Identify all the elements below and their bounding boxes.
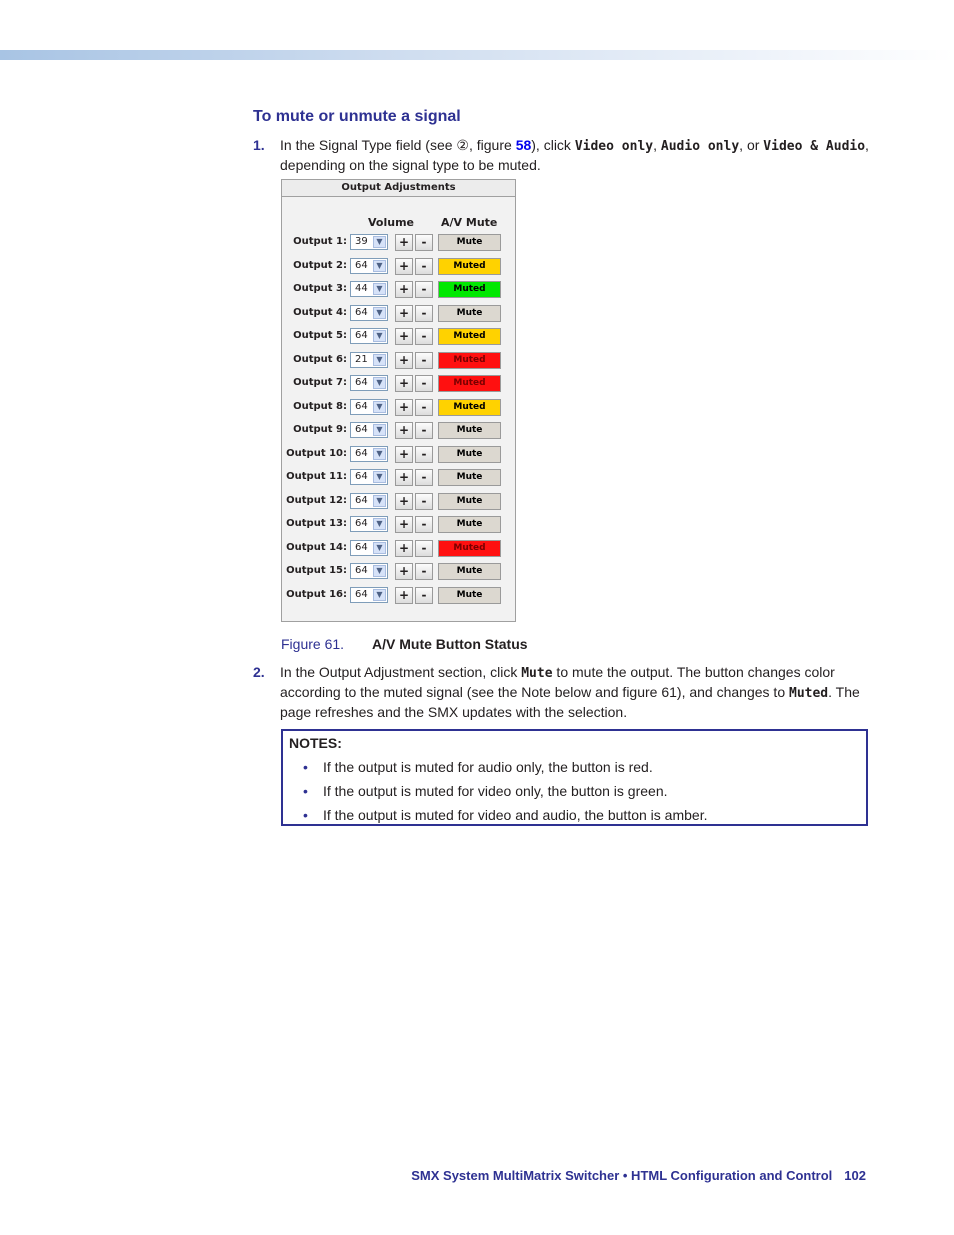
chevron-down-icon[interactable]: ▼ bbox=[373, 542, 386, 554]
av-mute-button[interactable]: Mute bbox=[438, 516, 501, 533]
volume-down-button[interactable]: - bbox=[415, 234, 433, 251]
volume-select[interactable] bbox=[350, 587, 388, 603]
step-number: 2. bbox=[253, 664, 265, 680]
volume-select[interactable] bbox=[350, 352, 388, 368]
volume-down-button[interactable]: - bbox=[415, 540, 433, 557]
volume-down-button[interactable]: - bbox=[415, 281, 433, 298]
volume-value: 64 bbox=[355, 565, 368, 576]
av-mute-button[interactable]: Muted bbox=[438, 352, 501, 369]
volume-value: 64 bbox=[355, 306, 368, 318]
bullet-icon: • bbox=[303, 783, 308, 799]
volume-down-button[interactable]: - bbox=[415, 587, 433, 604]
output-adjustments-panel bbox=[281, 179, 516, 622]
av-mute-button[interactable]: Mute bbox=[438, 563, 501, 580]
volume-select[interactable] bbox=[350, 375, 388, 391]
volume-down-button[interactable]: - bbox=[415, 563, 433, 580]
volume-up-button[interactable]: + bbox=[395, 469, 413, 486]
volume-value: 64 bbox=[355, 259, 368, 271]
av-mute-button[interactable]: Mute bbox=[438, 469, 501, 486]
volume-value: 64 bbox=[355, 377, 368, 388]
output-label: Output 1: bbox=[293, 236, 347, 247]
chevron-down-icon[interactable]: ▼ bbox=[373, 260, 386, 272]
av-mute-button[interactable]: Mute bbox=[438, 422, 501, 439]
output-label: Output 9: bbox=[293, 424, 347, 435]
output-label: Output 2: bbox=[293, 259, 347, 271]
chevron-down-icon[interactable]: ▼ bbox=[373, 424, 386, 436]
header-bar bbox=[0, 50, 954, 60]
chevron-down-icon[interactable]: ▼ bbox=[373, 589, 386, 601]
volume-up-button[interactable]: + bbox=[395, 328, 413, 345]
chevron-down-icon[interactable]: ▼ bbox=[373, 236, 386, 248]
output-row bbox=[282, 468, 515, 488]
volume-header: Volume bbox=[368, 216, 414, 229]
output-row bbox=[282, 445, 515, 465]
step-text: In the Signal Type field (see ②, figure 58), click Video only, Audio only, or Video & Audio, depending on the signal type to be muted. bbox=[280, 137, 869, 173]
circled-number: ② bbox=[456, 137, 469, 153]
page-number: 102 bbox=[844, 1168, 866, 1183]
volume-select[interactable] bbox=[350, 258, 388, 274]
volume-down-button[interactable]: - bbox=[415, 422, 433, 439]
volume-up-button[interactable]: + bbox=[395, 281, 413, 298]
volume-value: 64 bbox=[355, 471, 368, 482]
bullet-icon: • bbox=[303, 807, 308, 823]
panel-title: Output Adjustments bbox=[282, 180, 515, 197]
output-label: Output 16: bbox=[286, 588, 347, 600]
output-row bbox=[282, 515, 515, 535]
output-label: Output 13: bbox=[286, 518, 347, 529]
volume-up-button[interactable]: + bbox=[395, 399, 413, 416]
volume-down-button[interactable]: - bbox=[415, 375, 433, 392]
option-audio-only: Audio only bbox=[660, 139, 740, 154]
volume-value: 64 bbox=[355, 518, 368, 529]
output-row bbox=[282, 421, 515, 441]
output-row bbox=[282, 327, 515, 347]
volume-down-button[interactable]: - bbox=[415, 328, 433, 345]
output-label: Output 5: bbox=[293, 330, 347, 341]
volume-up-button[interactable]: + bbox=[395, 493, 413, 510]
av-mute-button[interactable]: Muted bbox=[438, 399, 501, 416]
volume-value: 44 bbox=[355, 283, 368, 294]
av-mute-button[interactable]: Muted bbox=[438, 328, 501, 345]
volume-select[interactable] bbox=[350, 234, 388, 250]
output-label: Output 11: bbox=[286, 471, 347, 482]
notes-heading: NOTES: bbox=[289, 735, 342, 751]
volume-down-button[interactable]: - bbox=[415, 352, 433, 369]
chevron-down-icon[interactable]: ▼ bbox=[373, 354, 386, 366]
volume-value: 64 bbox=[355, 541, 368, 553]
volume-up-button[interactable]: + bbox=[395, 563, 413, 580]
volume-select[interactable] bbox=[350, 281, 388, 297]
av-mute-button[interactable]: Muted bbox=[438, 375, 501, 392]
output-label: Output 8: bbox=[293, 400, 347, 412]
av-mute-button[interactable]: Muted bbox=[438, 281, 501, 298]
av-mute-button[interactable]: Mute bbox=[438, 234, 501, 251]
option-video-audio: Video & Audio bbox=[763, 139, 866, 154]
volume-value: 64 bbox=[355, 588, 368, 600]
step-number: 1. bbox=[253, 137, 265, 153]
output-label: Output 4: bbox=[293, 306, 347, 318]
note-item: If the output is muted for video and audio, the button is amber. bbox=[323, 807, 708, 823]
figure-title: A/V Mute Button Status bbox=[372, 636, 528, 652]
volume-up-button[interactable]: + bbox=[395, 516, 413, 533]
option-video-only: Video only bbox=[574, 139, 654, 154]
volume-up-button[interactable]: + bbox=[395, 258, 413, 275]
volume-select[interactable] bbox=[350, 446, 388, 462]
volume-down-button[interactable]: - bbox=[415, 399, 433, 416]
note-item: If the output is muted for audio only, the button is red. bbox=[323, 759, 653, 775]
volume-value: 64 bbox=[355, 400, 368, 412]
output-label: Output 15: bbox=[286, 565, 347, 576]
volume-up-button[interactable]: + bbox=[395, 375, 413, 392]
chevron-down-icon[interactable]: ▼ bbox=[373, 377, 386, 389]
volume-select[interactable] bbox=[350, 563, 388, 579]
av-mute-button[interactable]: Mute bbox=[438, 493, 501, 510]
output-label: Output 12: bbox=[286, 494, 347, 506]
av-mute-button[interactable]: Muted bbox=[438, 258, 501, 275]
chevron-down-icon[interactable]: ▼ bbox=[373, 565, 386, 577]
volume-up-button[interactable]: + bbox=[395, 305, 413, 322]
volume-down-button[interactable]: - bbox=[415, 516, 433, 533]
volume-down-button[interactable]: - bbox=[415, 493, 433, 510]
volume-select[interactable] bbox=[350, 516, 388, 532]
output-label: Output 3: bbox=[293, 283, 347, 294]
output-label: Output 14: bbox=[286, 541, 347, 553]
figure-caption bbox=[281, 636, 528, 652]
output-row bbox=[282, 304, 515, 324]
chevron-down-icon[interactable]: ▼ bbox=[373, 401, 386, 413]
chevron-down-icon[interactable]: ▼ bbox=[373, 518, 386, 530]
av-mute-button[interactable]: Mute bbox=[438, 587, 501, 604]
chevron-down-icon[interactable]: ▼ bbox=[373, 283, 386, 295]
section-title: To mute or unmute a signal bbox=[253, 108, 461, 125]
volume-up-button[interactable]: + bbox=[395, 422, 413, 439]
output-row bbox=[282, 492, 515, 512]
output-row bbox=[282, 257, 515, 277]
output-label: Output 10: bbox=[286, 447, 347, 459]
volume-select[interactable] bbox=[350, 399, 388, 415]
av-mute-header: A/V Mute bbox=[441, 216, 498, 229]
volume-select[interactable] bbox=[350, 328, 388, 344]
volume-down-button[interactable]: - bbox=[415, 305, 433, 322]
av-mute-button[interactable]: Muted bbox=[438, 540, 501, 557]
volume-up-button[interactable]: + bbox=[395, 540, 413, 557]
av-mute-button[interactable]: Mute bbox=[438, 305, 501, 322]
output-row bbox=[282, 351, 515, 371]
volume-up-button[interactable]: + bbox=[395, 234, 413, 251]
volume-value: 64 bbox=[355, 494, 368, 506]
chevron-down-icon[interactable]: ▼ bbox=[373, 448, 386, 460]
output-row bbox=[282, 562, 515, 582]
volume-down-button[interactable]: - bbox=[415, 469, 433, 486]
muted-keyword: Muted bbox=[789, 686, 829, 701]
chevron-down-icon[interactable]: ▼ bbox=[373, 471, 386, 483]
footer-title: SMX System MultiMatrix Switcher • HTML Configuration and Control bbox=[411, 1168, 833, 1183]
volume-select[interactable] bbox=[350, 469, 388, 485]
av-mute-button[interactable]: Mute bbox=[438, 446, 501, 463]
volume-up-button[interactable]: + bbox=[395, 587, 413, 604]
output-row bbox=[282, 398, 515, 418]
volume-up-button[interactable]: + bbox=[395, 446, 413, 463]
chevron-down-icon[interactable]: ▼ bbox=[373, 330, 386, 342]
bullet-icon: • bbox=[303, 759, 308, 775]
volume-select[interactable] bbox=[350, 540, 388, 556]
volume-value: 39 bbox=[355, 236, 368, 247]
volume-value: 64 bbox=[355, 447, 368, 459]
volume-up-button[interactable]: + bbox=[395, 352, 413, 369]
volume-value: 21 bbox=[355, 353, 368, 365]
volume-down-button[interactable]: - bbox=[415, 258, 433, 275]
chevron-down-icon[interactable]: ▼ bbox=[373, 307, 386, 319]
output-row bbox=[282, 539, 515, 559]
output-label: Output 6: bbox=[293, 353, 347, 365]
volume-value: 64 bbox=[355, 330, 368, 341]
chevron-down-icon[interactable]: ▼ bbox=[373, 495, 386, 507]
output-row bbox=[282, 374, 515, 394]
page-footer bbox=[411, 1168, 866, 1183]
figure-number: Figure 61. bbox=[281, 636, 345, 652]
output-row bbox=[282, 586, 515, 606]
output-label: Output 7: bbox=[293, 377, 347, 388]
volume-down-button[interactable]: - bbox=[415, 446, 433, 463]
note-item: If the output is muted for video only, the button is green. bbox=[323, 783, 668, 799]
output-row bbox=[282, 280, 515, 300]
mute-keyword: Mute bbox=[521, 666, 553, 681]
volume-select[interactable] bbox=[350, 422, 388, 438]
figure-link[interactable]: 58 bbox=[515, 137, 532, 153]
volume-value: 64 bbox=[355, 424, 368, 435]
volume-select[interactable] bbox=[350, 493, 388, 509]
notes-box bbox=[281, 729, 868, 826]
volume-select[interactable] bbox=[350, 305, 388, 321]
output-row bbox=[282, 233, 515, 253]
step-text: In the Output Adjustment section, click Mute to mute the output. The button changes color according to the muted signal (see the Note below and figure 61), and changes to Muted. The page refreshes and the SMX updates with the selection. bbox=[280, 664, 860, 720]
